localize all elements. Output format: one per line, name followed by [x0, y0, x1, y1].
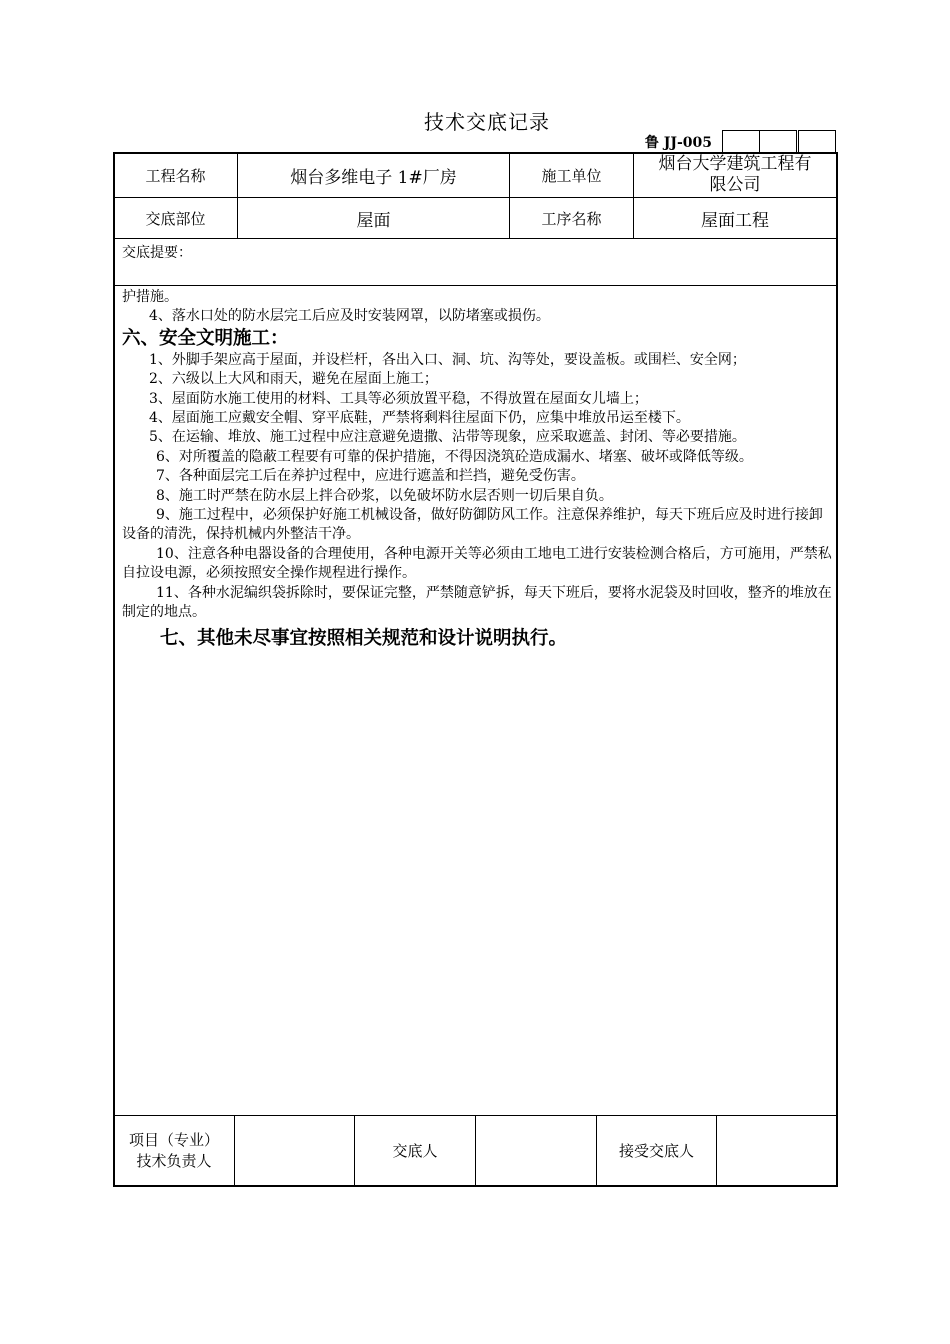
content-line: 10、注意各种电器设备的合理使用，各种电源开关等必须由工地电工进行安装检测合格后，方可施用，严禁私自拉设电源，必须按照安全操作规程进行操作。 — [122, 545, 832, 582]
receiver-label: 接受交底人 — [618, 1141, 694, 1160]
tech-lead-label — [114, 1116, 234, 1186]
content-line: 9、施工过程中，必须保护好施工机械设备，做好防御防风工作。注意保养维护，每天下班后应及时进行接卸设备的清洗，保持机械内外整洁干净。 — [122, 507, 823, 543]
section-heading: 六、安全文明施工： — [122, 327, 289, 349]
contractor-value — [634, 153, 836, 197]
discloser-label: 交底人 — [392, 1141, 438, 1160]
tech-lead-label-line1: 项目（专业） — [128, 1131, 219, 1149]
contractor-label: 施工单位 — [541, 166, 602, 185]
project-name-label: 工程名称 — [145, 166, 206, 185]
row-divider — [113, 238, 838, 239]
contractor-value-line2: 限公司 — [709, 175, 761, 195]
tech-lead-signature-field[interactable] — [235, 1116, 354, 1186]
code-box-3 — [798, 130, 836, 153]
code-box-1 — [722, 130, 760, 153]
discloser-signature-field[interactable] — [476, 1116, 596, 1186]
form-code: 鲁 JJ-005 — [644, 135, 712, 151]
tech-lead-label-line2: 技术负责人 — [136, 1152, 212, 1170]
content-line: 护措施。 — [122, 289, 178, 305]
content-line: 3、屋面防水施工使用的材料、工具等必须放置平稳，不得放置在屋面女儿墙上； — [149, 390, 648, 407]
part-label: 交底部位 — [145, 209, 206, 228]
contractor-value-line1: 烟台大学建筑工程有 — [658, 154, 812, 174]
content-line: 11、各种水泥编织袋拆除时，要保证完整，严禁随意铲拆，每天下班后，要将水泥袋及时回收，整齐的堆放在制定的地点。 — [122, 584, 832, 621]
content-line: 5、在运输、堆放、施工过程中应注意避免遗撒、沾带等现象，应采取遮盖、封闭、等必要措施。 — [149, 429, 746, 446]
content-line: 6、对所覆盖的隐蔽工程要有可靠的保护措施，不得因浇筑砼造成漏水、堵塞、破坏或降低等级。 — [156, 448, 753, 465]
section-heading: 七、其他未尽事宜按照相关规范和设计说明执行。 — [160, 627, 568, 649]
content-line: 4、落水口处的防水层完工后应及时安装网罩，以防堵塞或损伤。 — [149, 308, 550, 325]
disclosure-content — [122, 288, 832, 653]
process-value: 屋面工程 — [701, 210, 769, 231]
document-title: 技术交底记录 — [424, 110, 550, 134]
summary-label: 交底提要： — [122, 245, 192, 261]
row-divider — [113, 285, 838, 286]
content-line: 2、六级以上大风和雨天，避免在屋面上施工； — [149, 371, 438, 388]
receiver-signature-field[interactable] — [717, 1116, 836, 1186]
part-value: 屋面 — [356, 210, 391, 231]
process-label: 工序名称 — [541, 209, 602, 228]
content-line: 4、屋面施工应戴安全帽、穿平底鞋，严禁将剩料往屋面下仍，应集中堆放吊运至楼下。 — [149, 410, 690, 427]
code-box-2 — [759, 130, 797, 153]
content-line: 7、各种面层完工后在养护过程中，应进行遮盖和拦挡，避免受伤害。 — [156, 468, 585, 485]
project-name-value: 烟台多维电子 1#厂房 — [290, 167, 457, 188]
content-line: 8、施工时严禁在防水层上拌合砂浆，以免破坏防水层否则一切后果自负。 — [156, 487, 613, 504]
content-line: 1、外脚手架应高于屋面，并设栏杆，各出入口、洞、坑、沟等处，要设盖板。或围栏、安全网； — [149, 351, 746, 368]
